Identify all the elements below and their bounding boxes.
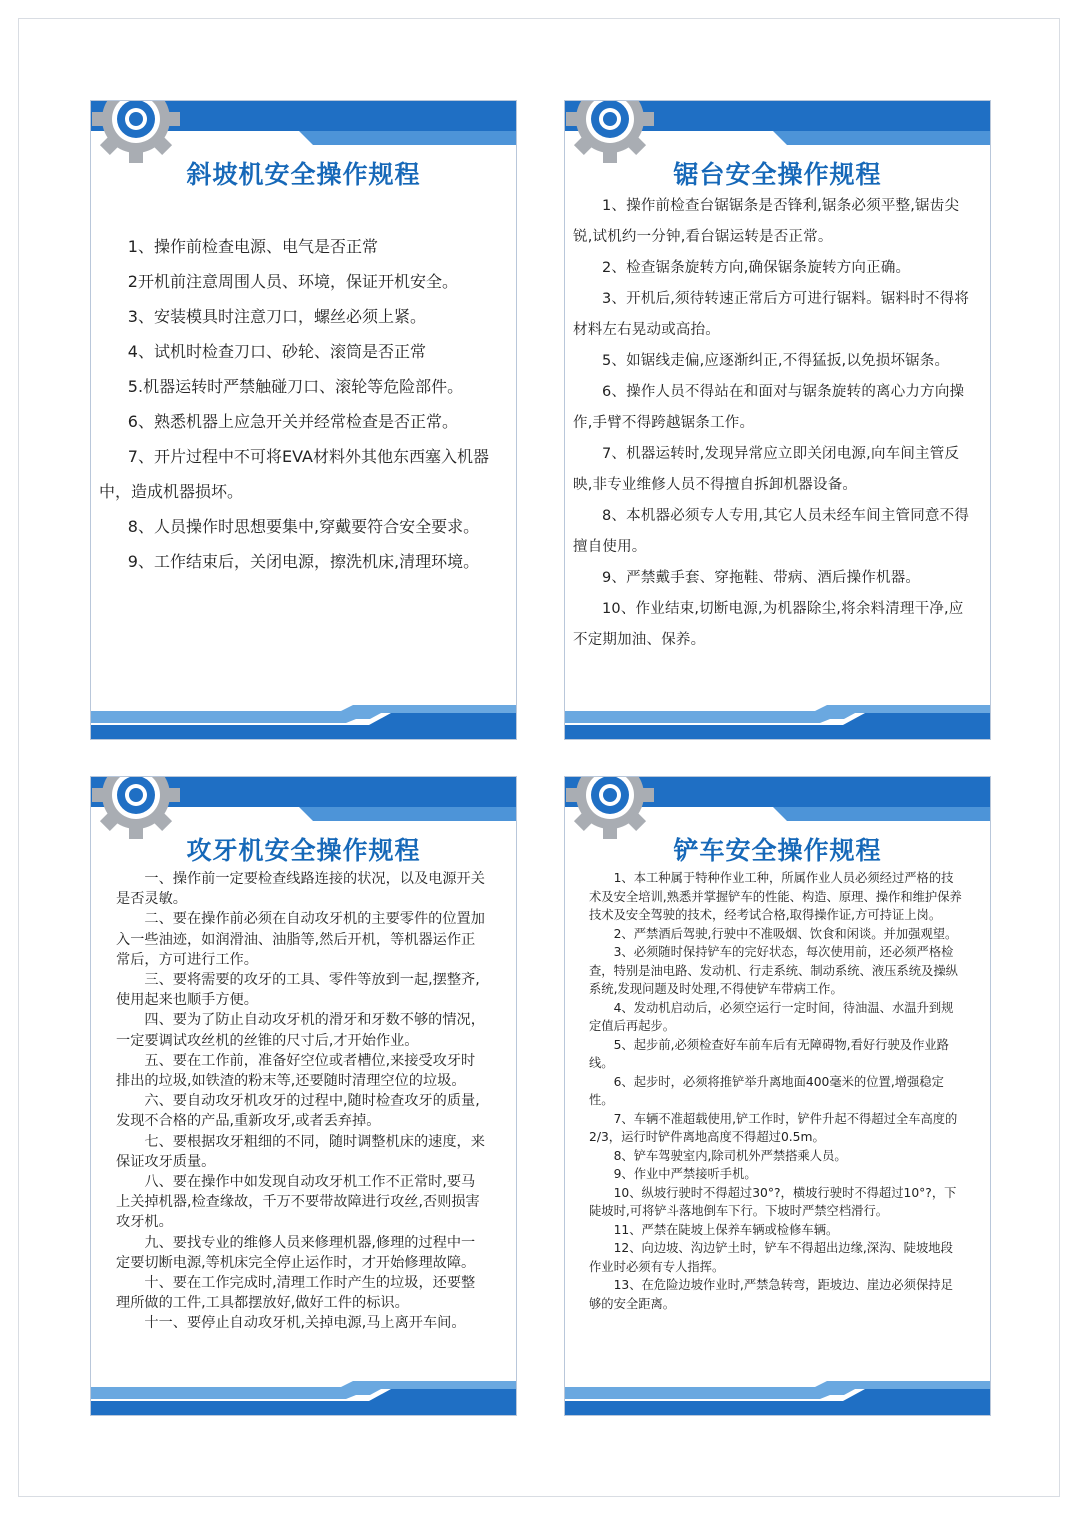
rule-item: 2开机前注意周围人员、环境，保证开机安全。: [127, 272, 458, 291]
rule-item: 6、熟悉机器上应急开关并经常检查是否正常。: [127, 412, 458, 431]
rule-item: 1、操作前检查电源、电气是否正常: [127, 237, 378, 256]
rule-item: 2、严禁酒后驾驶,行驶中不准吸烟、饮食和闲谈。并加强观望。: [613, 926, 958, 941]
rule-item: 十一、要停止自动攻牙机,关掉电源,马上离开车间。: [144, 1315, 466, 1332]
rule-item: 1、本工种属于特种作业工种，所属作业人员必须经过严格的技术及安全培训,熟悉并掌握铲车的性能、构造、原理、操作和维护保养技术及安全驾驶的技术，经考试合格,取得操作证,方可持证上岗。: [589, 871, 962, 922]
rule-item: 9、作业中严禁接听手机。: [613, 1167, 757, 1181]
board-title: 攻牙机安全操作规程: [186, 836, 421, 865]
rule-item: 12、向边坡、沟边铲土时，铲车不得超出边缘,深沟、陡坡地段作业时必须有专人指挥。: [589, 1241, 953, 1274]
rule-item: 二、要在操作前必须在自动攻牙机的主要零件的位置加入一些油迹，如润滑油、油脂等,然后开机，等机器运作正常后，方可进行工作。: [116, 911, 485, 968]
rule-item: 五、要在工作前，准备好空位或者槽位,来接受攻牙时排出的垃圾,如铁渣的粉末等,还要随时清理空位的垃圾。: [116, 1052, 476, 1090]
header-decoration: [565, 101, 990, 163]
rule-item: 10、纵坡行驶时不得超过30°?，横坡行驶时不得超过10°?，下陡坡时,可将铲斗落地倒车下行。下坡时严禁空档滑行。: [589, 1185, 957, 1218]
rule-item: 九、要找专业的维修人员来修理机器,修理的过程中一定要切断电源,等机床完全停止运作时，才开始修理故障。: [116, 1234, 476, 1271]
rules-list: [573, 191, 976, 656]
rule-item: 8、本机器必须专人专用,其它人员未经车间主管同意不得擅自使用。: [573, 508, 970, 555]
board-title: 铲车安全操作规程: [673, 836, 882, 865]
rule-item: 2、检查锯条旋转方向,确保锯条旋转方向正确。: [602, 260, 911, 276]
footer-decoration: [565, 705, 990, 739]
rule-item: 1、操作前检查台锯锯条是否锋利,锯条必须平整,锯齿尖锐,试机约一分钟,看台锯运转是否正常。: [573, 198, 960, 245]
gear-icon: [92, 777, 180, 839]
safety-board-slope-machine: [90, 100, 517, 740]
rules-list: [589, 869, 962, 1313]
rule-item: 六、要自动攻牙机攻牙的过程中,随时检查攻牙的质量,发现不合格的产品,重新攻牙,或者丢弃掉。: [116, 1093, 480, 1130]
gear-icon: [566, 101, 654, 163]
rules-list: [99, 229, 502, 579]
rule-item: 8、人员操作时思想要集中,穿戴要符合安全要求。: [127, 517, 480, 536]
rule-item: 5、起步前,必须检查好车前车后有无障碍物,看好行驶及作业路线。: [589, 1037, 949, 1070]
header-decoration: [565, 777, 990, 839]
rule-item: 7、机器运转时,发现异常应立即关闭电源,向车间主管反映,非专业维修人员不得擅自拆卸机器设备。: [573, 446, 960, 493]
rule-item: 9、工作结束后，关闭电源，擦洗机床,清理环境。: [127, 552, 480, 571]
rule-item: 10、作业结束,切断电源,为机器除尘,将余料清理干净,应不定期加油、保养。: [573, 601, 964, 648]
rule-item: 4、试机时检查刀口、砂轮、滚筒是否正常: [127, 342, 426, 361]
gear-icon: [92, 101, 180, 163]
rule-item: 7、车辆不准超载使用,铲工作时，铲件升起不得超过全车高度的2/3，运行时铲件离地高度不得超过0.5m。: [589, 1111, 958, 1144]
rule-item: 9、严禁戴手套、穿拖鞋、带病、酒后操作机器。: [602, 570, 921, 586]
safety-board-forklift: [564, 776, 991, 1416]
rule-item: 3、安装模具时注意刀口，螺丝必须上紧。: [127, 307, 426, 326]
rule-item: 7、开片过程中不可将EVA材料外其他东西塞入机器中，造成机器损坏。: [99, 447, 489, 501]
rule-item: 一、操作前一定要检查线路连接的状况，以及电源开关是否灵敏。: [116, 871, 485, 908]
header-decoration: [91, 101, 516, 163]
rule-item: 6、起步时，必须将推铲举升离地面400毫米的位置,增强稳定性。: [589, 1074, 944, 1107]
safety-board-saw-table: [564, 100, 991, 740]
rule-item: 十、要在工作完成时,清理工作时产生的垃圾，还要整理所做的工件,工具都摆放好,做好工件的标识。: [116, 1275, 476, 1312]
rule-item: 13、在危险边坡作业时,严禁急转弯，距坡边、崖边必须保持足够的安全距离。: [589, 1278, 953, 1311]
rule-item: 4、发动机启动后，必须空运行一定时间，待油温、水温升到规定值后再起步。: [589, 1000, 954, 1033]
footer-decoration: [91, 1381, 516, 1415]
rule-item: 八、要在操作中如发现自动攻牙机工作不正常时,要马上关掉机器,检查缘故，千万不要带故障进行攻丝,否则损害攻牙机。: [116, 1174, 480, 1231]
safety-board-tapping-machine: [90, 776, 517, 1416]
rule-item: 5、如锯线走偏,应逐渐纠正,不得猛扳,以免损坏锯条。: [602, 353, 950, 369]
rule-item: 三、要将需要的攻牙的工具、零件等放到一起,摆整齐,使用起来也顺手方便。: [116, 972, 480, 1009]
board-title: 斜坡机安全操作规程: [186, 160, 421, 189]
rule-item: 3、必须随时保持铲车的完好状态，每次使用前，还必须严格检查，特别是油电路、发动机、行走系统、制动系统、液压系统及操纵系统,发现问题及时处理,不得使铲车带病工作。: [589, 945, 958, 996]
footer-decoration: [91, 705, 516, 739]
rule-item: 5.机器运转时严禁触碰刀口、滚轮等危险部件。: [127, 377, 464, 396]
header-decoration: [91, 777, 516, 839]
rules-list: [116, 869, 486, 1334]
rule-item: 四、要为了防止自动攻牙机的滑牙和牙数不够的情况，一定要调试攻丝机的丝锥的尺寸后,才开始作业。: [116, 1012, 485, 1049]
rule-item: 11、严禁在陡坡上保养车辆或检修车辆。: [613, 1222, 839, 1237]
rule-item: 3、开机后,须待转速正常后方可进行锯料。锯料时不得将材料左右晃动或高抬。: [573, 291, 970, 338]
footer-decoration: [565, 1381, 990, 1415]
rule-item: 七、要根据攻牙粗细的不同，随时调整机床的速度，来保证攻牙质量。: [116, 1133, 485, 1170]
gear-icon: [566, 777, 654, 839]
rule-item: 6、操作人员不得站在和面对与锯条旋转的离心力方向操作,手臂不得跨越锯条工作。: [573, 384, 965, 431]
board-title: 锯台安全操作规程: [673, 160, 882, 189]
rule-item: 8、铲车驾驶室内,除司机外严禁搭乘人员。: [613, 1148, 847, 1163]
